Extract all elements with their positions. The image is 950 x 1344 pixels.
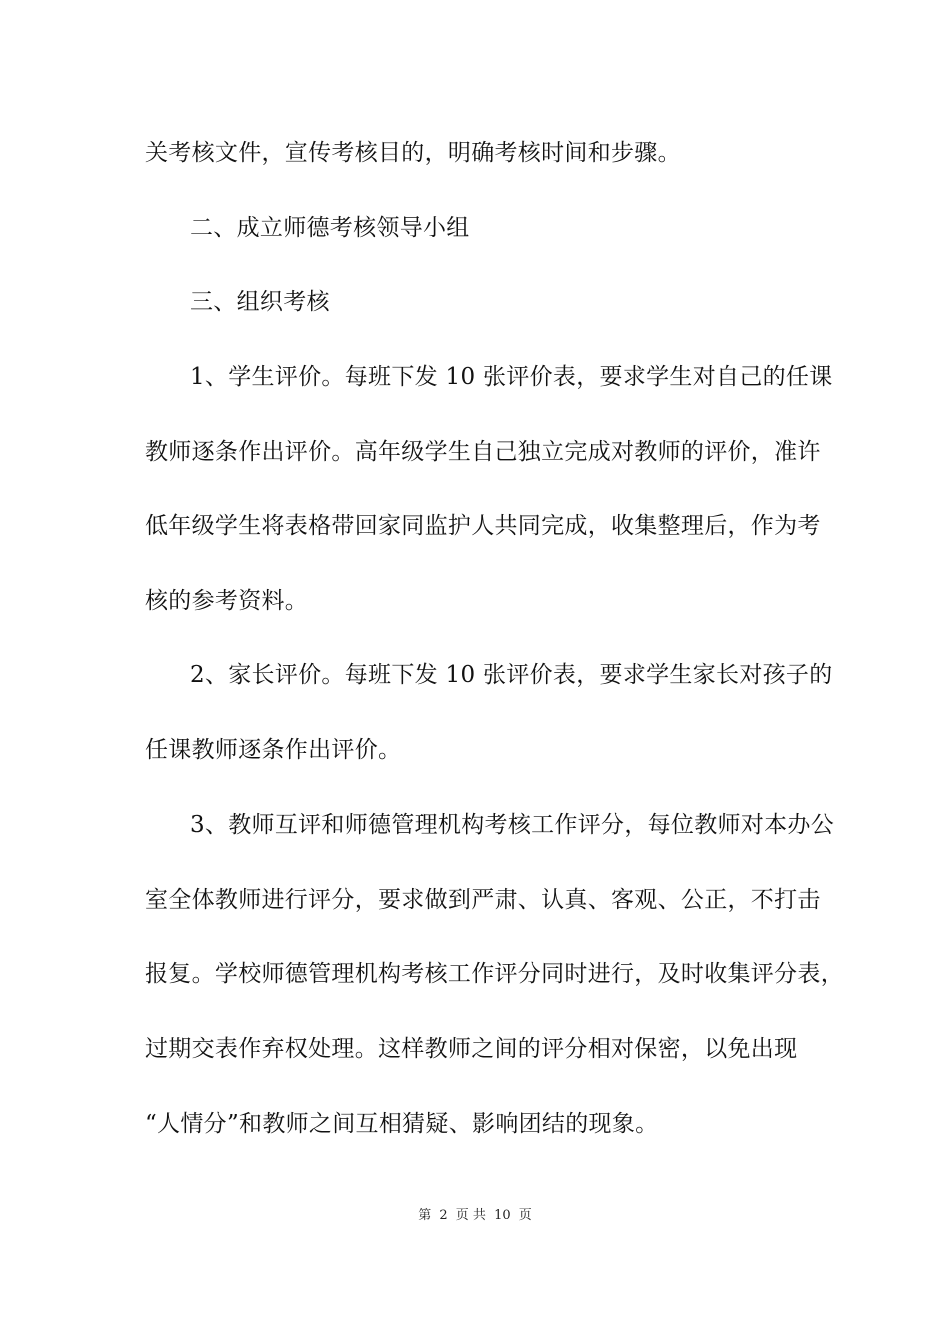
footer-middle: 页 共 xyxy=(455,1208,486,1223)
paragraph-line: “人情分”和教师之间互相猜疑、影响团结的现象。 xyxy=(145,1111,659,1137)
paragraph-line: 过期交表作弃权处理。这样教师之间的评分相对保密，以免出现 xyxy=(145,1036,798,1062)
paragraph-line: 2、家长评价。每班下发 10 张评价表，要求学生家长对孩子的 xyxy=(190,662,833,688)
section-heading-2: 二、成立师德考核领导小组 xyxy=(190,215,470,241)
footer-total-pages: 10 xyxy=(494,1208,511,1223)
footer-current-page: 2 xyxy=(439,1208,448,1223)
paragraph-line: 教师逐条作出评价。高年级学生自己独立完成对教师的评价，准许 xyxy=(145,439,821,465)
paragraph-line: 1、学生评价。每班下发 10 张评价表，要求学生对自己的任课 xyxy=(190,364,833,390)
paragraph-line: 核的参考资料。 xyxy=(145,588,309,614)
paragraph-line: 任课教师逐条作出评价。 xyxy=(145,737,402,763)
paragraph-line: 关考核文件，宣传考核目的，明确考核时间和步骤。 xyxy=(145,140,681,166)
paragraph-line: 室全体教师进行评分，要求做到严肃、认真、客观、公正，不打击 xyxy=(145,887,821,913)
paragraph-line: 报复。学校师德管理机构考核工作评分同时进行，及时收集评分表， xyxy=(145,961,844,987)
paragraph-line: 低年级学生将表格带回家同监护人共同完成，收集整理后，作为考 xyxy=(145,513,821,539)
page-footer xyxy=(0,1207,950,1225)
footer-suffix: 页 xyxy=(518,1208,532,1223)
paragraph-line: 3、教师互评和师德管理机构考核工作评分，每位教师对本办公 xyxy=(190,812,835,838)
footer-prefix: 第 xyxy=(418,1208,432,1223)
section-heading-3: 三、组织考核 xyxy=(190,289,330,315)
